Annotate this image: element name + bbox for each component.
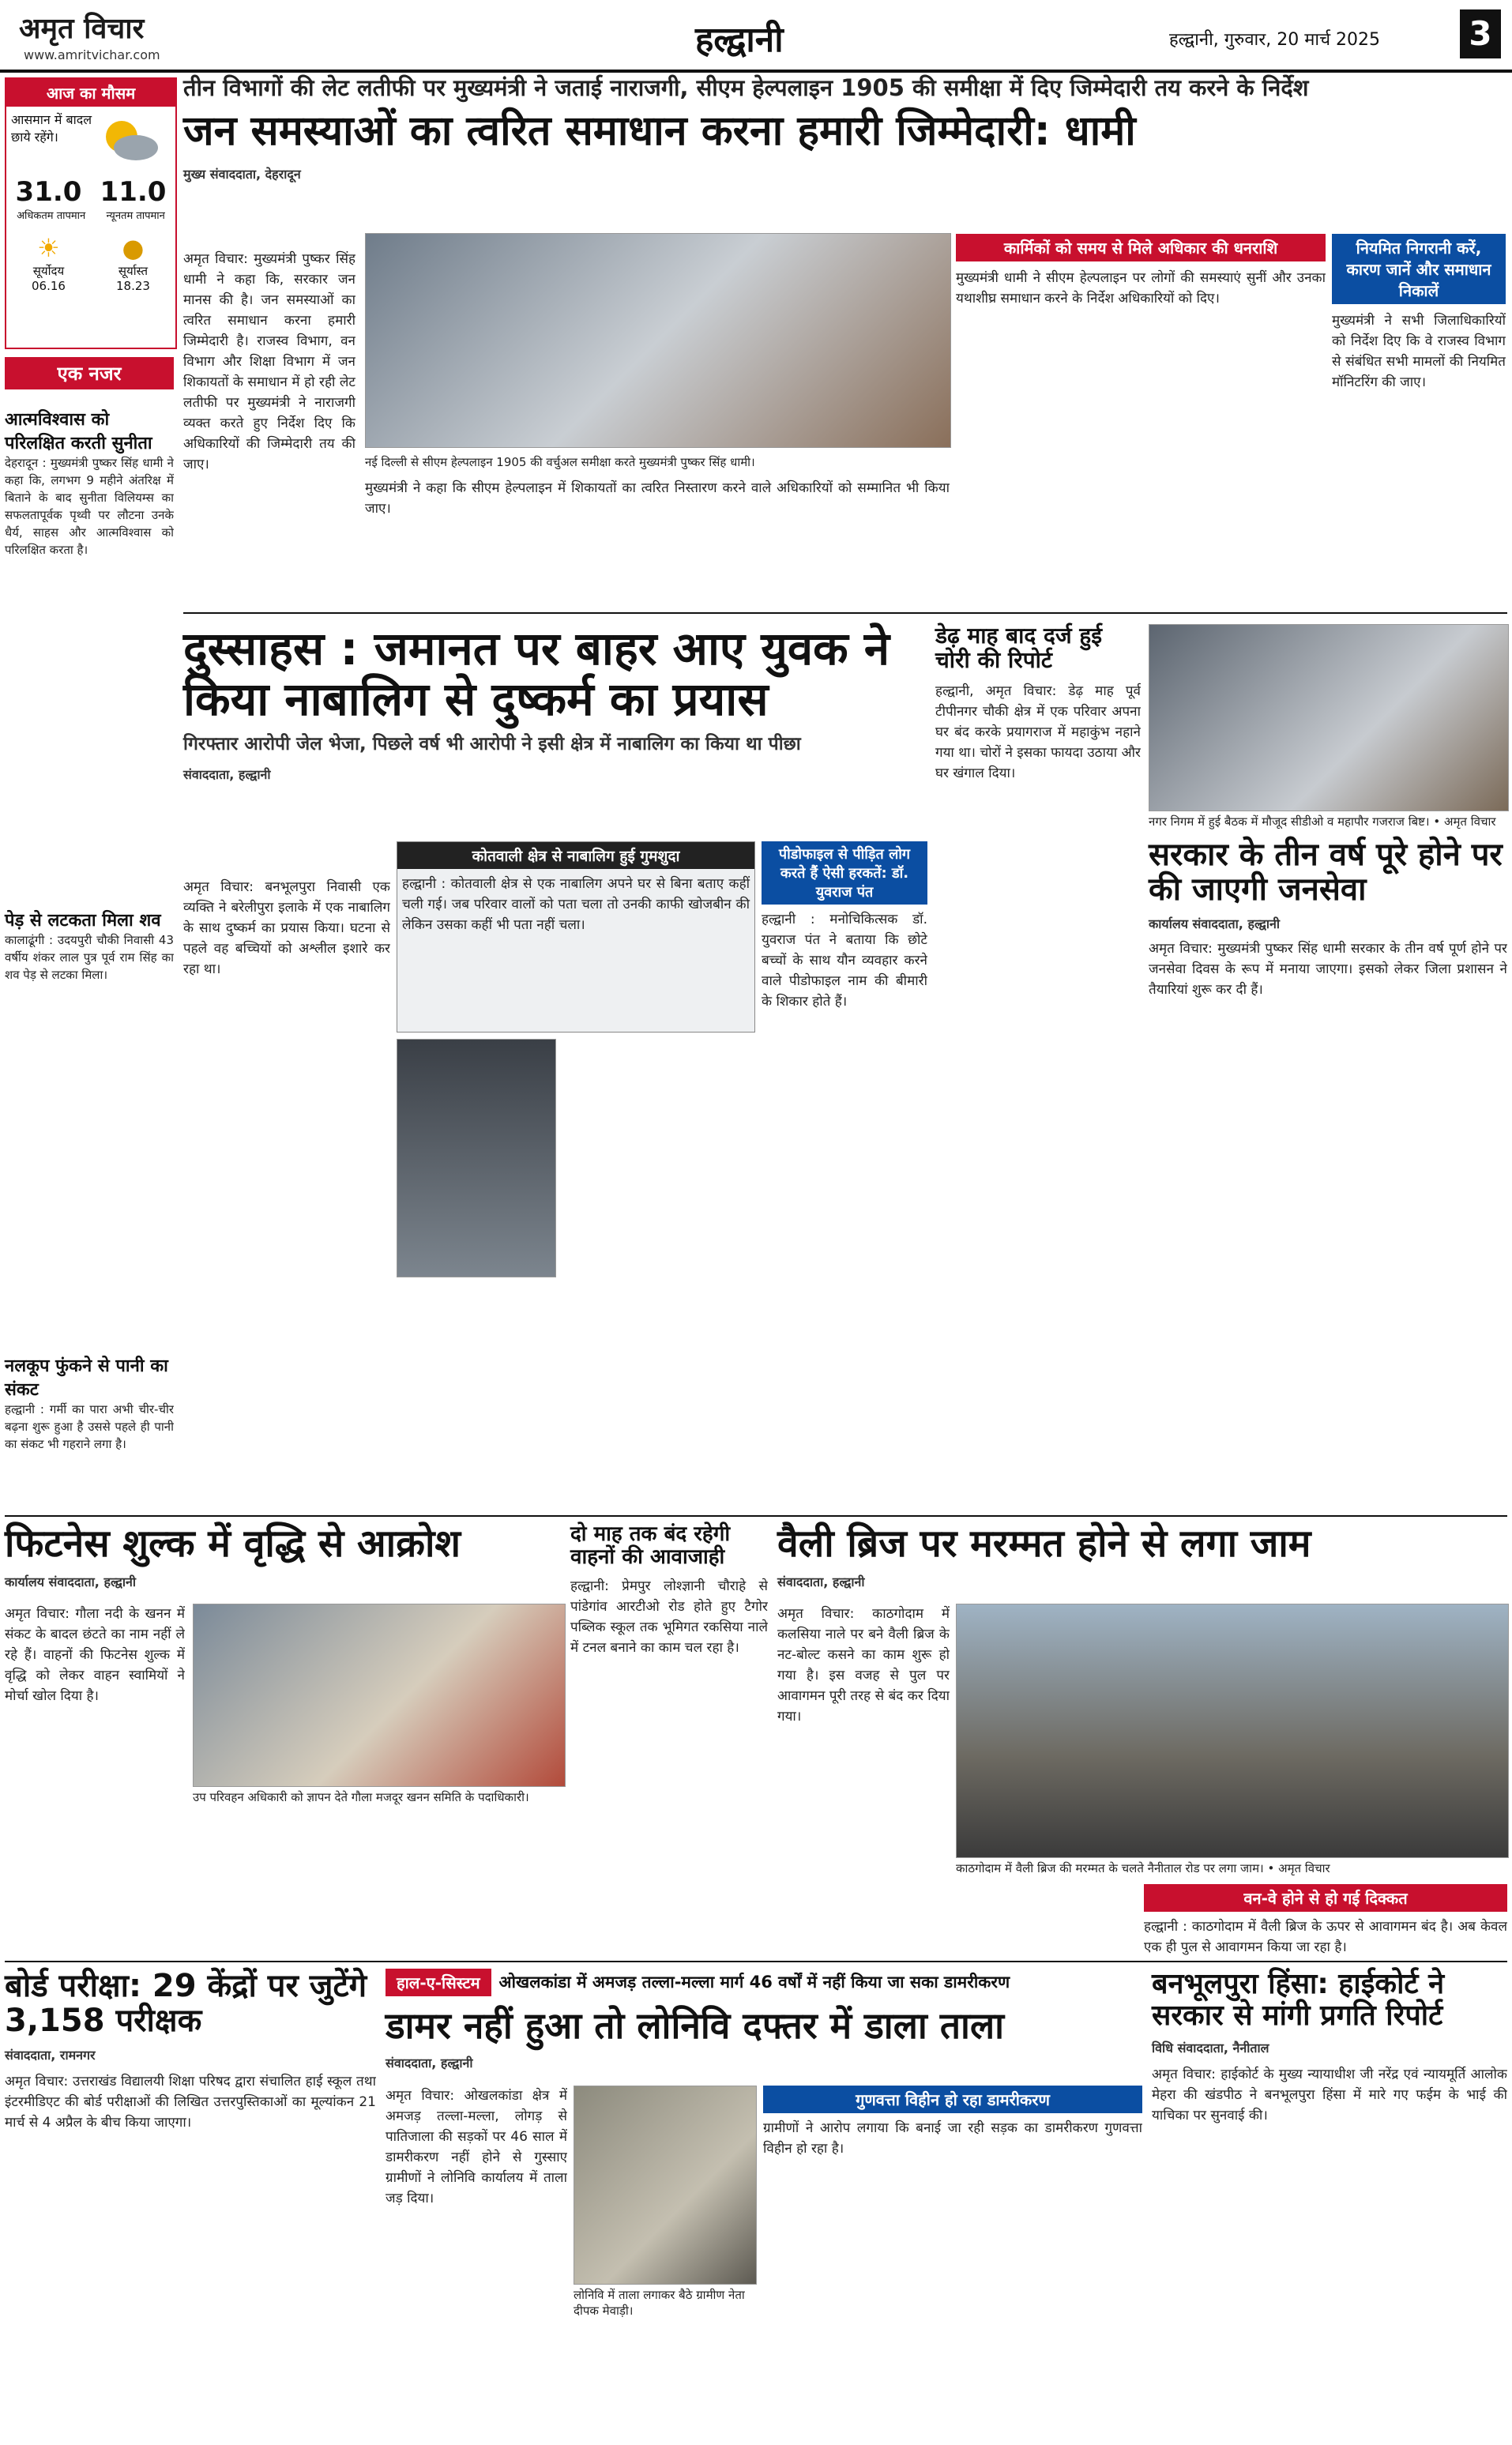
story-body: अमृत विचार: बनभूलपुरा निवासी एक व्यक्ति ने बरेलीपुरा इलाके में एक नाबालिग के साथ दुष्कर्म का प्रयास किया। घटना से पहले वह बच्चियों को अश्लील इशारे कर रहा था। <box>183 879 390 977</box>
sidebar-item-head: नलकूप फुंकने से पानी का संकट <box>5 1356 168 1400</box>
story-headline: दुस्साहस : जमानत पर बाहर आए युवक ने किया नाबालिग से दुष्कर्म का प्रयास <box>183 622 890 726</box>
story-body: अमृत विचार: काठगोदाम में कलसिया नाले पर बने वैली ब्रिज के नट-बोल्ट कसने का काम शुरू हो गया है। इस वजह से पुल पर आवागमन पूरी तरह से बंद कर दिया गया। <box>777 1606 950 1725</box>
story-body: अमृत विचार: उत्तराखंड विद्यालयी शिक्षा परिषद द्वारा संचालित हाई स्कूल तथा इंटरमीडिएट की बोर्ड परीक्षाओं की लिखित उत्तरपुस्तिकाओं का मूल्यांकन 21 मार्च से 4 अप्रैल के बीच किया जाएगा। <box>5 2074 376 2131</box>
story-byline: विधि संवाददाता, नैनीताल <box>1152 2041 1269 2056</box>
sidebar-item-head: पेड़ से लटकता मिला शव <box>5 911 161 931</box>
story-deck: गिरफ्तार आरोपी जेल भेजा, पिछले वर्ष भी आरोपी ने इसी क्षेत्र में नाबालिग का किया था पीछा <box>183 733 801 754</box>
sidebar-item-head: आत्मविश्वास को परिलक्षित करती सुनीता <box>5 410 152 453</box>
ek-nazar-title: एक नजर <box>5 357 174 389</box>
story-theft <box>935 624 1141 1471</box>
sunrise-time: 06.16 <box>32 279 66 293</box>
story-byline: कार्यालय संवाददाता, हल्द्वानी <box>1149 916 1281 931</box>
min-temp: 11.0 <box>100 176 167 208</box>
photo-caption: काठगोदाम में वैली ब्रिज की मरम्मत के चलते नैनीताल रोड पर लगा जाम। • अमृत विचार <box>956 1861 1330 1875</box>
story-body: हल्द्वानी, अमृत विचार: डेढ़ माह पूर्व टीपीनगर चौकी क्षेत्र में एक परिवार अपना घर बंद करके प्रयागराज में महाकुंभ नहाने गया था। चोरों ने इसका फायदा उठाया और घर खंगाल दिया। <box>935 683 1141 781</box>
page-number: 3 <box>1460 9 1501 58</box>
min-temp-label: न्यूनतम तापमान <box>106 210 165 222</box>
max-temp: 31.0 <box>15 176 82 208</box>
story-photo <box>193 1604 566 1787</box>
story-byline: संवाददाता, हल्द्वानी <box>386 2055 473 2071</box>
story-body: हल्द्वानी: प्रेमपुर लोश्ज्ञानी चौराहे से पांडेगांव आरटीओ रोड होते हुए टैगोर पब्लिक स्कूल तक भूमिगत रकसिया नाले में टनल बनाने का काम चल रहा है। <box>570 1578 768 1657</box>
masthead <box>0 0 1512 73</box>
list-item <box>5 407 174 897</box>
info-box-body: ग्रामीणों ने आरोप लगाया कि बनाई जा रही सड़क का डामरीकरण गुणवत्ता विहीन हो रहा है। <box>763 2120 1142 2157</box>
story-headline: जन समस्याओं का त्वरित समाधान करना हमारी जिम्मेदारी: धामी <box>183 107 1136 155</box>
website-url[interactable]: www.amritvichar.com <box>24 47 160 62</box>
story-photo <box>397 1039 556 1277</box>
sunset-label: सूर्यास्त <box>118 264 149 278</box>
story-headline: वैली ब्रिज पर मरम्मत होने से लगा जाम <box>777 1522 1311 1566</box>
story-valley-bridge <box>777 1523 1507 1590</box>
story-road <box>386 1969 1144 2071</box>
story-body: अमृत विचार: मुख्यमंत्री पुष्कर सिंह धामी सरकार के तीन वर्ष पूर्ण होने पर जनसेवा दिवस के रूप में मनाया जाएगा। इसको लेकर जिला प्रशासन ने तैयारियां शुरू कर दी हैं। <box>1149 941 1507 998</box>
side-box-title: पीडोफाइल से पीड़ित लोग करते हैं ऐसी हरकतें: डॉ. युवराज पंत <box>762 841 927 905</box>
dateline: हल्द्वानी, गुरुवार, 20 मार्च 2025 <box>1169 30 1381 50</box>
photo-caption: उप परिवहन अधिकारी को ज्ञापन देते गौला मजदूर खनन समिति के पदाधिकारी। <box>193 1790 529 1804</box>
section-label: हाल-ए-सिस्टम <box>386 1969 491 1996</box>
info-box-body: हल्द्वानी : काठगोदाम में वैली ब्रिज के ऊपर से आवागमन बंद है। अब केवल एक ही पुल से आवागमन किया जा रहा है। <box>1144 1919 1507 1955</box>
story-body: अमृत विचार: मुख्यमंत्री पुष्कर सिंह धामी ने कहा कि, सरकार जन मानस की है। जन समस्याओं का त्वरित समाधान करना हमारी जिम्मेदारी है। राजस्व विभाग, वन विभाग और शिक्षा विभाग में जन शिकायतों के समाधान में हो रही लेट लतीफी पर मुख्यमंत्री ने नाराजगी व्यक्त करते हुए निर्देश दिए कि अधिकारियों की जिम्मेदारी तय की जाए। <box>183 251 355 472</box>
subsection-title: नियमित निगरानी करें, कारण जानें और समाधान निकालें <box>1332 234 1506 304</box>
photo-caption: नई दिल्ली से सीएम हेल्पलाइन 1905 की वर्चुअल समीक्षा करते मुख्यमंत्री पुष्कर सिंह धामी। <box>365 455 755 469</box>
story-high-court <box>1152 1969 1507 2380</box>
story-byline: कार्यालय संवाददाता, हल्द्वानी <box>5 1574 137 1589</box>
story-photo <box>1149 624 1509 811</box>
max-temp-label: अधिकतम तापमान <box>17 210 86 222</box>
list-item <box>5 908 174 1342</box>
story-traffic-closure <box>570 1523 768 1955</box>
story-photo <box>574 2086 757 2285</box>
divider <box>5 1961 1507 1962</box>
story-headline: बनभूलपुरा हिंसा: हाईकोर्ट ने सरकार से मांगी प्रगति रिपोर्ट <box>1152 1968 1445 2032</box>
sidebar-item-body: देहरादून : मुख्यमंत्री पुष्कर सिंह धामी ने कहा कि, लगभग 9 महीने अंतरिक्ष में बिताने के बाद सुनीता विलियम्स का सफलतापूर्वक पृथ्वी पर लौटना उनके धैर्य, साहस और आत्मविश्वास को परिलक्षित करता है। <box>5 456 174 557</box>
story-body-continued: मुख्यमंत्री ने कहा कि सीएम हेल्पलाइन में शिकायतों का त्वरित निस्तारण करने वाले अधिकारियों को सम्मानित भी किया जाए। <box>365 480 950 517</box>
cloud-icon <box>98 111 161 167</box>
info-box <box>763 2086 1142 2418</box>
story-kicker: ओखलकांडा में अमजड़ तल्ला-मल्ला मार्ग 46 वर्षों में नहीं किया जा सका डामरीकरण <box>498 1972 1010 1992</box>
divider <box>5 1515 1507 1517</box>
subsection <box>1332 234 1506 619</box>
story-headline: डेढ़ माह बाद दर्ज हुई चोरी की रिपोर्ट <box>935 623 1102 673</box>
story-byline: मुख्य संवाददाता, देहरादून <box>183 167 301 182</box>
story-photo <box>956 1604 1509 1858</box>
weather-note: आसमान में बादल छाये रहेंगे। <box>11 112 92 145</box>
story-body: अमृत विचार: ओखलकांडा क्षेत्र में अमजड़ तल्ला-मल्ला, लोगड़ से पातिजाला की सड़कों पर 46 साल में डामरीकरण नहीं होने से गुस्साए ग्रामीणों ने लोनिवि कार्यालय में ताला जड़ दिया। <box>386 2088 567 2206</box>
subsection-title: कार्मिकों को समय से मिले अधिकार की धनराशि <box>956 234 1326 261</box>
story-byline: संवाददाता, हल्द्वानी <box>183 766 271 782</box>
info-box-body: हल्द्वानी : कोतवाली क्षेत्र से एक नाबालिग अपने घर से बिना बताए कहीं चली गई। जब परिवार वालों को पता चला तो उनकी काफी खोजबीन की लेकिन उसका कहीं भी पता नहीं चला। <box>402 876 750 933</box>
side-box <box>762 841 927 1505</box>
sun-icon: ☀ <box>37 233 60 263</box>
divider <box>183 612 1507 614</box>
photo-caption: नगर निगम में हुई बैठक में मौजूद सीडीओ व महापौर गजराज बिष्ट। • अमृत विचार <box>1149 814 1496 829</box>
sunset-time: 18.23 <box>116 279 150 293</box>
weather-title: आज का मौसम <box>6 79 175 107</box>
story-byline: संवाददाता, हल्द्वानी <box>777 1574 865 1589</box>
story-kicker: तीन विभागों की लेट लतीफी पर मुख्यमंत्री ने जताई नाराजगी, सीएम हेल्पलाइन 1905 की समीक्षा में दिए जिम्मेदारी तय करने के निर्देश <box>183 74 1309 101</box>
edition-name: हल्द्वानी <box>695 20 784 60</box>
story-assault <box>183 624 926 783</box>
photo-caption: लोनिवि में ताला लगाकर बैठे ग्रामीण नेता दीपक मेवाड़ी। <box>574 2288 745 2318</box>
story-jansewa <box>1149 837 1507 1444</box>
story-body: अमृत विचार: गौला नदी के खनन में संकट के बादल छंटते का नाम नहीं ले रहे हैं। वाहनों की फिटनेस शुल्क में वृद्धि को लेकर वाहन स्वामियों ने मोर्चा खोल दिया है। <box>5 1606 185 1704</box>
story-headline: फिटनेस शुल्क में वृद्धि से आक्रोश <box>5 1522 461 1566</box>
info-box-title: गुणवत्ता विहीन हो रहा डामरीकरण <box>763 2086 1142 2113</box>
story-fitness <box>5 1523 566 1590</box>
story-photo <box>365 233 951 448</box>
subsection <box>956 234 1326 600</box>
story-dhami <box>183 76 1507 182</box>
side-box-body: हल्द्वानी : मनोचिकित्सक डॉ. युवराज पंत ने बताया कि छोटे बच्चों के साथ यौन व्यवहार करने वाले पीडोफाइल नाम की बीमारी के शिकार होते हैं। <box>762 912 927 1010</box>
subsection-body: मुख्यमंत्री धामी ने सीएम हेल्पलाइन पर लोगों की समस्याएं सुनीं और उनका यथाशीघ्र समाधान करने के निर्देश अधिकारियों को दिए। <box>956 270 1326 307</box>
info-box <box>397 841 755 1033</box>
info-box-title: वन-वे होने से हो गई दिक्कत <box>1144 1884 1507 1912</box>
sunrise-label: सूर्योदय <box>32 264 65 278</box>
story-board-exam <box>5 1969 376 2387</box>
story-headline: दो माह तक बंद रहेगी वाहनों की आवाजाही <box>570 1522 731 1569</box>
story-body: अमृत विचार: हाईकोर्ट के मुख्य न्यायाधीश जी नरेंद्र एवं न्यायमूर्ति आलोक मेहरा की खंडपीठ ने बनभूलपुरा हिंसा में मारे गए फईम के भाई की याचिका पर सुनवाई की। <box>1152 2067 1507 2124</box>
story-headline: बोर्ड परीक्षा: 29 केंद्रों पर जुटेंगे 3,158 परीक्षक <box>5 1968 367 2039</box>
story-headline: डामर नहीं हुआ तो लोनिवि दफ्तर में डाला ताला <box>386 2004 1005 2047</box>
info-box-title: कोतवाली क्षेत्र से नाबालिग हुई गुमशुदा <box>397 842 754 869</box>
story-headline: सरकार के तीन वर्ष पूरे होने पर की जाएगी जनसेवा <box>1149 837 1503 908</box>
sidebar-item-body: हल्द्वानी : गर्मी का पारा अभी चीर-चीर बढ़ना शुरू हुआ है उससे पहले ही पानी का संकट भी गहराने लगा है। <box>5 1402 174 1451</box>
weather-box <box>5 77 177 349</box>
story-byline: संवाददाता, रामनगर <box>5 2048 96 2063</box>
subsection-body: मुख्यमंत्री ने सभी जिलाधिकारियों को निर्देश दिए कि वे राजस्व विभाग से संबंधित सभी मामलों की नियमित मॉनिटरिंग की जाए। <box>1332 313 1506 390</box>
sidebar-item-body: कालाढूंगी : उदयपुरी चौकी निवासी 43 वर्षीय शंकर लाल पुत्र पूर्व राम सिंह का शव पेड़ से लटका मिला। <box>5 933 174 982</box>
newspaper-logo: अमृत विचार <box>19 12 145 45</box>
moon-icon: ● <box>122 233 145 263</box>
